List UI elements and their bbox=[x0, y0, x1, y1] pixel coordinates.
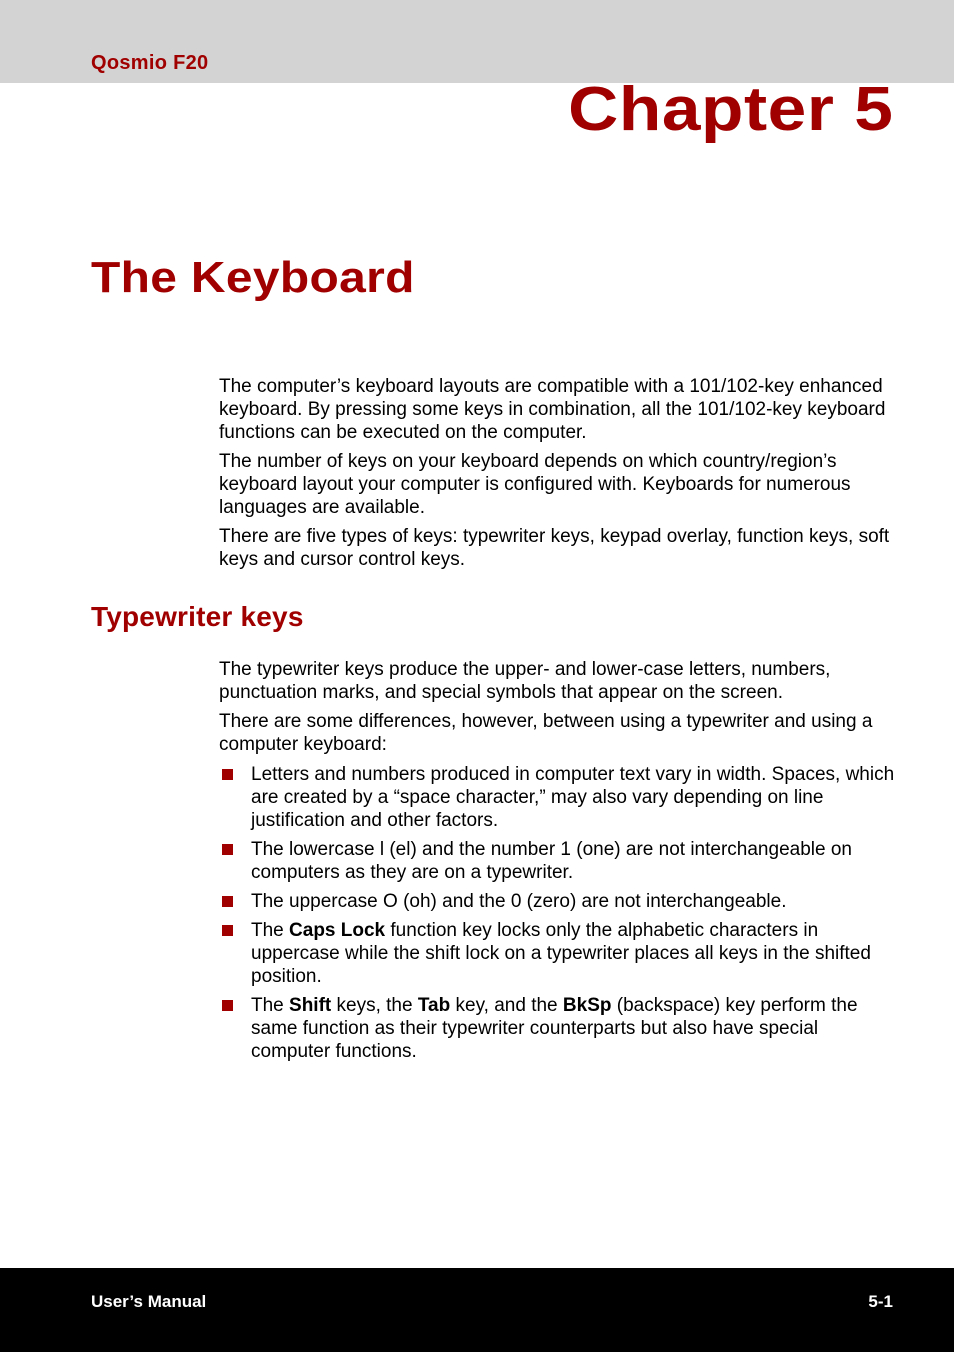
intro-paragraph: The number of keys on your keyboard depends on which country/region’s keyboard layout your computer is configured with. Keyboards for numerous languages are available. bbox=[219, 451, 851, 518]
bullet-text: The uppercase O (oh) and the 0 (zero) are not interchangeable. bbox=[251, 891, 787, 912]
square-bullet-icon bbox=[222, 844, 233, 855]
bullet-text: The Caps Lock function key locks only the alphabetic characters in uppercase while the shift lock on a typewriter places all keys in the shifted position. bbox=[251, 920, 871, 987]
key-name: Shift bbox=[289, 995, 332, 1016]
square-bullet-icon bbox=[222, 925, 233, 936]
section-heading: Typewriter keys bbox=[91, 601, 304, 632]
bullet-text: Letters and numbers produced in computer text vary in width. Spaces, which are created by a “space character,” may also vary depending on line justification and other factors. bbox=[251, 764, 895, 831]
square-bullet-icon bbox=[222, 769, 233, 780]
intro-paragraph: There are five types of keys: typewriter keys, keypad overlay, function keys, soft keys and cursor control keys. bbox=[219, 526, 890, 570]
intro-paragraph: The computer’s keyboard layouts are compatible with a 101/102-key enhanced keyboard. By pressing some keys in combination, all the 101/102-key keyboard functions can be executed on the computer. bbox=[219, 376, 886, 443]
footer-manual-label: User’s Manual bbox=[91, 1292, 207, 1311]
bullet-text: The Shift keys, the Tab key, and the BkSp (backspace) key perform the same function as their typewriter counterparts but also have special computer functions. bbox=[251, 995, 858, 1062]
key-name: Caps Lock bbox=[289, 920, 386, 941]
key-name: Tab bbox=[417, 995, 451, 1016]
product-name: Qosmio F20 bbox=[91, 52, 209, 74]
section-paragraph: There are some differences, however, between using a typewriter and using a computer keyboard: bbox=[219, 711, 873, 755]
square-bullet-icon bbox=[222, 1000, 233, 1011]
footer-page-number: 5-1 bbox=[868, 1292, 893, 1311]
square-bullet-icon bbox=[222, 896, 233, 907]
section-paragraph: The typewriter keys produce the upper- and lower-case letters, numbers, punctuation marks, and special symbols that appear on the screen. bbox=[219, 659, 831, 703]
page-title: The Keyboard bbox=[91, 253, 415, 302]
key-name: BkSp bbox=[562, 995, 612, 1016]
chapter-title: Chapter 5 bbox=[567, 75, 893, 144]
bullet-text: The lowercase l (el) and the number 1 (one) are not interchangeable on computers as they are on a typewriter. bbox=[251, 839, 852, 883]
